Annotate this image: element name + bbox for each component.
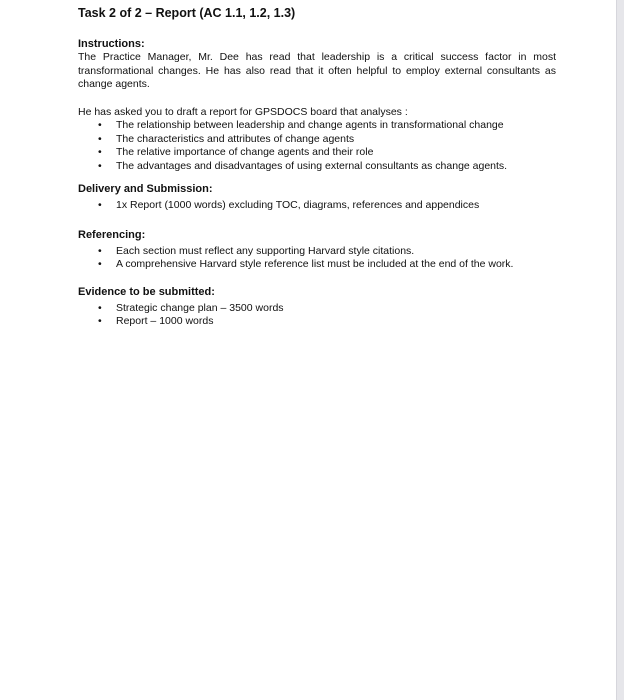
list-item: • The characteristics and attributes of change agents [98,132,355,145]
bullet-icon: • [98,159,102,172]
list-item: • A comprehensive Harvard style reference list must be included at the end of the work. [98,258,514,270]
bullet-icon: • [98,119,102,131]
bullet-icon: • [98,132,102,145]
referencing-list [78,245,556,272]
list-item: • The relative importance of change agents and their role [98,146,374,158]
bullet-icon: • [98,315,102,327]
list-item: • Each section must reflect any supporting Harvard style citations. [98,244,415,257]
delivery-section [78,183,556,213]
evidence-list [78,302,556,329]
bullet-icon: • [98,146,102,158]
analysis-intro-text: He has asked you to draft a report for GPSDOCS board that analyses : [78,105,408,118]
list-item: • 1x Report (1000 words) excluding TOC, diagrams, references and appendices [98,199,480,211]
instructions-heading: Instructions: [78,38,145,50]
task-title: Task 2 of 2 – Report (AC 1.1, 1.2, 1.3) [78,6,296,20]
referencing-heading: Referencing: [78,228,146,241]
referencing-section [78,229,556,272]
page-edge [616,0,624,700]
evidence-heading: Evidence to be submitted: [78,285,215,298]
instructions-section [78,38,556,92]
delivery-heading: Delivery and Submission: [78,183,213,195]
document-content [78,6,556,329]
delivery-list [78,199,556,213]
analysis-section [78,106,556,174]
list-item: • The relationship between leadership and change agents in transformational change [98,119,504,131]
list-item: • Report – 1000 words [98,315,214,327]
bullet-icon: • [98,199,102,211]
bullet-icon: • [98,301,102,314]
analysis-list [78,119,556,173]
list-item: • The advantages and disadvantages of using external consultants as change agents. [98,159,508,172]
list-item: • Strategic change plan – 3500 words [98,301,284,314]
bullet-icon: • [98,258,102,270]
bullet-icon: • [98,244,102,257]
evidence-section [78,286,556,329]
instructions-text: The Practice Manager, Mr. Dee has read that leadership is a critical success factor in most transformational changes. He has also read that it often helpful to employ external consultants as change agents. [78,51,556,90]
